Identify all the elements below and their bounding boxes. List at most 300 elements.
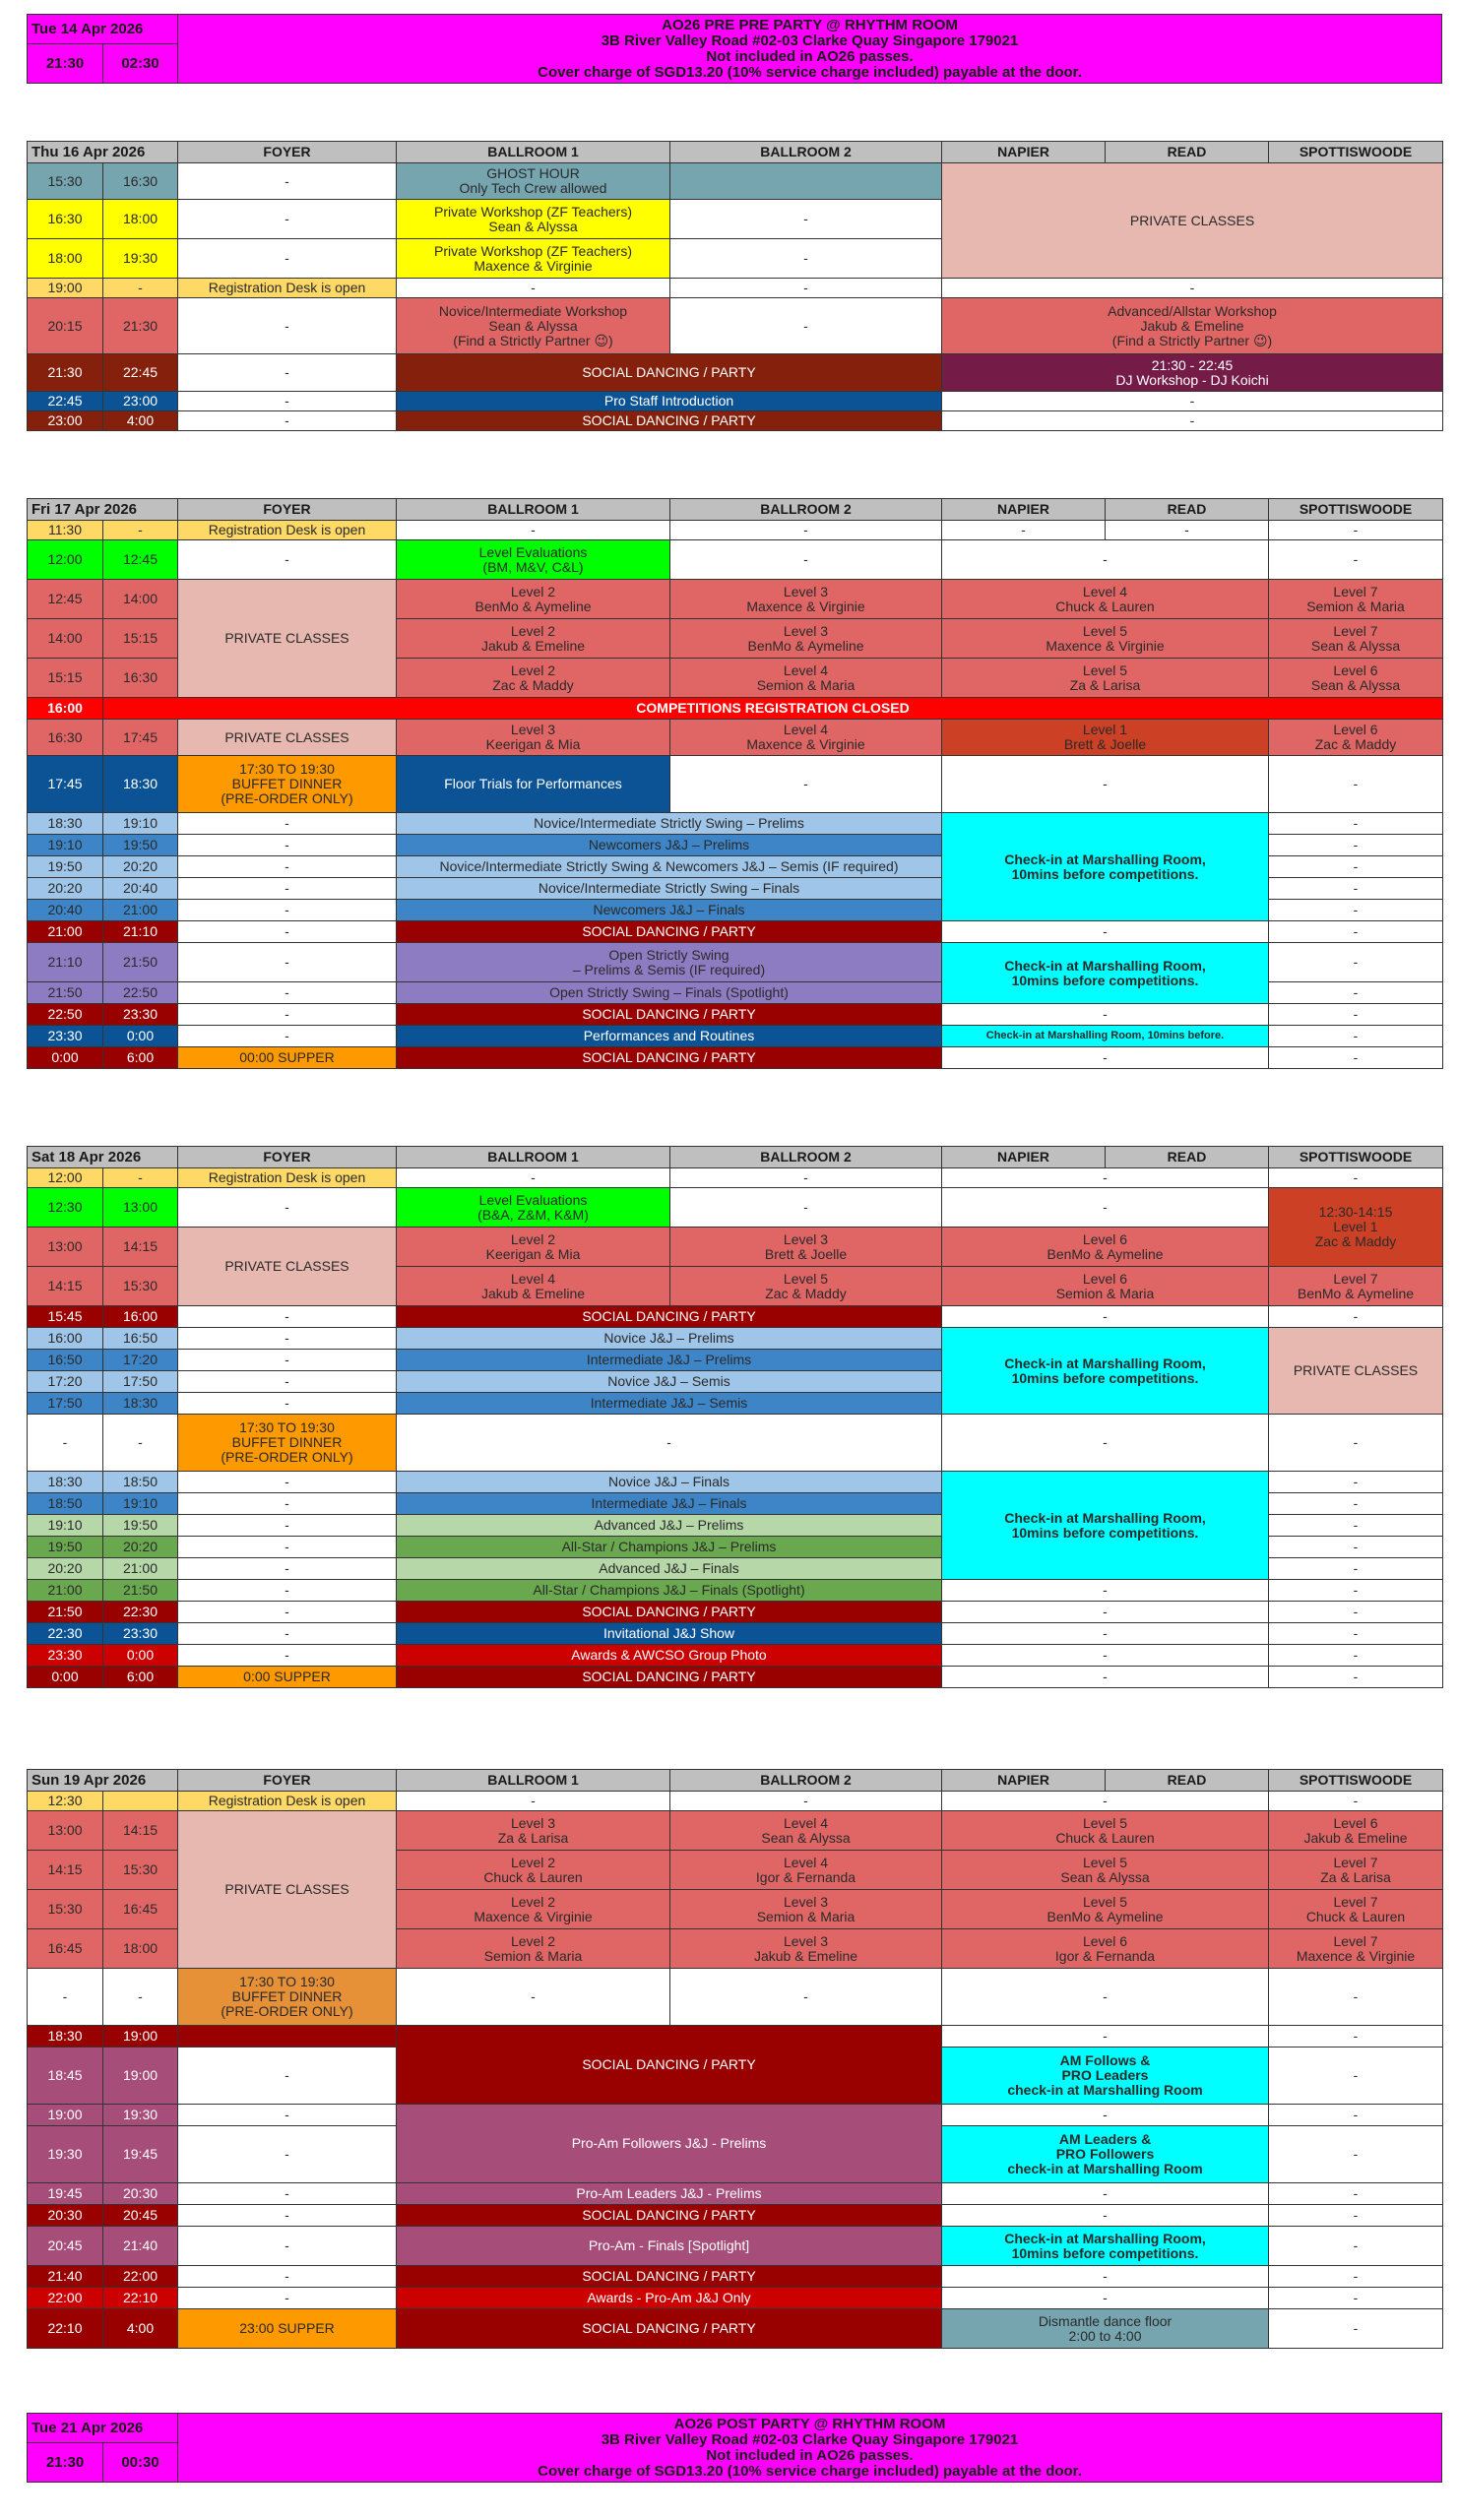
schedule-cell: PRIVATE CLASSES [178, 580, 397, 698]
schedule-cell: - [942, 1645, 1269, 1667]
room-header-ballroom-1: BALLROOM 1 [397, 1147, 670, 1168]
time-cell: 12:45 [103, 540, 178, 580]
schedule-cell: Level 3 Jakub & Emeline [670, 1929, 942, 1969]
time-cell: 6:00 [103, 1047, 178, 1069]
schedule-cell: - [942, 1623, 1269, 1645]
schedule-cell: - [942, 2105, 1269, 2126]
time-cell: 18:00 [103, 200, 178, 239]
time-cell: 4:00 [103, 411, 178, 431]
schedule-cell: Novice/Intermediate Workshop Sean & Alyssa (Find a Strictly Partner 😉) [397, 298, 670, 354]
schedule-cell: - [1269, 1415, 1443, 1472]
schedule-cell: SOCIAL DANCING / PARTY [397, 1602, 942, 1623]
schedule-cell: - [178, 1515, 397, 1537]
time-cell: 22:45 [28, 392, 103, 411]
schedule-row [28, 2105, 1443, 2126]
schedule-cell: SOCIAL DANCING / PARTY [397, 921, 942, 943]
post-party-end: 00:30 [103, 2443, 178, 2483]
schedule-cell: Level 3 Semion & Maria [670, 1890, 942, 1929]
schedule-cell: SOCIAL DANCING / PARTY [397, 2026, 942, 2105]
schedule-cell: - [670, 298, 942, 354]
time-cell: 21:00 [103, 900, 178, 921]
schedule-cell: - [1269, 1515, 1443, 1537]
time-cell: 21:50 [28, 982, 103, 1004]
schedule-row [28, 1026, 1443, 1047]
room-header-read: READ [1106, 499, 1269, 521]
post-party-start: 21:30 [28, 2443, 103, 2483]
schedule-row [28, 354, 1443, 392]
time-cell: 17:20 [103, 1350, 178, 1371]
schedule-cell: - [670, 200, 942, 239]
schedule-cell: - [178, 943, 397, 982]
time-cell: 16:45 [103, 1890, 178, 1929]
schedule-row [28, 163, 1443, 200]
schedule-cell: - [178, 1328, 397, 1350]
schedule-cell: Level 3 Maxence & Virginie [670, 580, 942, 619]
schedule-cell: - [942, 279, 1443, 298]
schedule-row [28, 521, 1443, 540]
time-cell: 20:40 [28, 900, 103, 921]
schedule-row [28, 1306, 1443, 1328]
pre-party-date: Tue 14 Apr 2026 [28, 15, 178, 44]
time-cell: 19:30 [103, 239, 178, 279]
schedule-row [28, 2205, 1443, 2227]
schedule-cell: - [178, 900, 397, 921]
schedule-cell: Level 6 BenMo & Aymeline [942, 1228, 1269, 1267]
schedule-row [28, 2288, 1443, 2309]
time-cell: 20:45 [103, 2205, 178, 2227]
room-header-read: READ [1106, 1147, 1269, 1168]
schedule-row [28, 698, 1443, 720]
schedule-cell: - [942, 1580, 1269, 1602]
schedule-cell: - [397, 1415, 942, 1472]
schedule-row [28, 1047, 1443, 1069]
schedule-cell: Level 2 Maxence & Virginie [397, 1890, 670, 1929]
schedule-cell: - [1269, 540, 1443, 580]
schedule-cell: - [178, 2205, 397, 2227]
time-cell: 19:00 [103, 2026, 178, 2048]
schedule-cell: Check-in at Marshalling Room, 10mins before competitions. [942, 2227, 1269, 2266]
schedule-cell: - [670, 279, 942, 298]
schedule-cell: Pro-Am - Finals [Spotlight] [397, 2227, 942, 2266]
schedule-cell: Awards - Pro-Am J&J Only [397, 2288, 942, 2309]
schedule-cell: Level 3 BenMo & Aymeline [670, 619, 942, 659]
time-cell: 15:30 [28, 163, 103, 200]
schedule-cell: Pro-Am Leaders J&J - Prelims [397, 2183, 942, 2205]
schedule-cell: - [178, 878, 397, 900]
time-cell: 22:10 [103, 2288, 178, 2309]
schedule-cell: PRIVATE CLASSES [942, 163, 1443, 279]
schedule-cell: - [178, 2227, 397, 2266]
schedule-cell: - [1269, 2126, 1443, 2183]
schedule-cell: SOCIAL DANCING / PARTY [397, 2266, 942, 2288]
schedule-cell: - [942, 392, 1443, 411]
schedule-cell: Pro Staff Introduction [397, 392, 942, 411]
time-cell: 13:00 [103, 1188, 178, 1228]
schedule-cell: - [178, 2288, 397, 2309]
schedule-cell: Advanced J&J – Finals [397, 1558, 942, 1580]
schedule-cell: Level 5 Chuck & Lauren [942, 1811, 1269, 1851]
pre-party-banner [27, 14, 1442, 84]
schedule-cell: - [178, 411, 397, 431]
schedule-cell: - [178, 2105, 397, 2126]
schedule-cell: - [1269, 813, 1443, 835]
schedule-row [28, 1328, 1443, 1350]
schedule-row [28, 2227, 1443, 2266]
schedule-cell: - [178, 1580, 397, 1602]
time-cell: 20:20 [28, 878, 103, 900]
header-row [28, 142, 1443, 163]
schedule-cell: - [942, 756, 1269, 813]
schedule-cell: Level 4 Maxence & Virginie [670, 720, 942, 756]
schedule-cell: Novice J&J – Prelims [397, 1328, 942, 1350]
time-cell: 15:45 [28, 1306, 103, 1328]
schedule-cell [670, 163, 942, 200]
schedule-cell: Check-in at Marshalling Room, 10mins before competitions. [942, 1328, 1269, 1415]
time-cell: 19:10 [28, 1515, 103, 1537]
time-cell: 18:50 [103, 1472, 178, 1493]
time-cell: 16:00 [28, 1328, 103, 1350]
schedule-cell: - [178, 1645, 397, 1667]
time-cell: 18:50 [28, 1493, 103, 1515]
time-cell: 22:50 [103, 982, 178, 1004]
schedule-row [28, 1792, 1443, 1811]
schedule-cell: SOCIAL DANCING / PARTY [397, 2309, 942, 2349]
schedule-cell: - [942, 1004, 1269, 1026]
schedule-row [28, 2266, 1443, 2288]
schedule-cell: AM Follows & PRO Leaders check-in at Marshalling Room [942, 2048, 1269, 2105]
time-cell: 19:00 [28, 279, 103, 298]
room-header-napier: NAPIER [942, 1147, 1106, 1168]
post-party-date: Tue 21 Apr 2026 [28, 2414, 178, 2443]
time-cell: 14:00 [28, 619, 103, 659]
time-cell: 12:30 [28, 1792, 103, 1811]
schedule-cell: - [178, 835, 397, 856]
time-cell: 14:15 [103, 1228, 178, 1267]
time-cell: 16:30 [28, 200, 103, 239]
schedule-cell: - [670, 521, 942, 540]
schedule-cell: - [178, 1537, 397, 1558]
schedule-cell: - [1269, 1667, 1443, 1688]
schedule-cell: - [178, 1393, 397, 1415]
schedule-cell: - [670, 1792, 942, 1811]
time-cell: 14:15 [103, 1811, 178, 1851]
pre-party-end: 02:30 [103, 44, 178, 84]
schedule-cell: - [178, 1004, 397, 1026]
schedule-cell: Level 2 BenMo & Aymeline [397, 580, 670, 619]
schedule-cell: 17:30 TO 19:30 BUFFET DINNER (PRE-ORDER ONLY) [178, 1969, 397, 2026]
schedule-cell: - [670, 540, 942, 580]
schedule-cell: - [1269, 856, 1443, 878]
schedule-cell: - [942, 1306, 1269, 1328]
time-cell: 6:00 [103, 1667, 178, 1688]
time-cell: 15:30 [103, 1851, 178, 1890]
room-header-ballroom-2: BALLROOM 2 [670, 1147, 942, 1168]
schedule-cell: PRIVATE CLASSES [178, 1228, 397, 1306]
time-cell: 18:00 [28, 239, 103, 279]
schedule-cell: - [1269, 2309, 1443, 2349]
schedule-cell: - [942, 411, 1443, 431]
schedule-cell: Intermediate J&J – Semis [397, 1393, 942, 1415]
time-cell: 22:30 [28, 1623, 103, 1645]
day-table [27, 1146, 1443, 1688]
time-cell: 0:00 [28, 1667, 103, 1688]
schedule-cell: SOCIAL DANCING / PARTY [397, 1306, 942, 1328]
schedule-cell: - [1269, 756, 1443, 813]
schedule-cell: Intermediate J&J – Finals [397, 1493, 942, 1515]
schedule-cell: 23:00 SUPPER [178, 2309, 397, 2349]
schedule-cell: Level 5 Maxence & Virginie [942, 619, 1269, 659]
schedule-cell: Private Workshop (ZF Teachers) Maxence & Virginie [397, 239, 670, 279]
time-cell: 17:50 [28, 1393, 103, 1415]
schedule-cell: - [178, 1188, 397, 1228]
schedule-cell: Level 6 Semion & Maria [942, 1267, 1269, 1306]
room-header-napier: NAPIER [942, 1770, 1106, 1792]
schedule-cell: - [1269, 878, 1443, 900]
time-cell: - [28, 1969, 103, 2026]
schedule-cell: - [1269, 1306, 1443, 1328]
schedule-cell: - [178, 2183, 397, 2205]
time-cell: - [28, 1415, 103, 1472]
schedule-cell: - [397, 1792, 670, 1811]
schedule-row [28, 756, 1443, 813]
schedule-row [28, 1228, 1443, 1267]
schedule-cell: Level 2 Keerigan & Mia [397, 1228, 670, 1267]
time-cell: 18:00 [103, 1929, 178, 1969]
schedule-cell: - [178, 921, 397, 943]
time-cell: 15:30 [103, 1267, 178, 1306]
schedule-cell: Novice J&J – Finals [397, 1472, 942, 1493]
time-cell: 21:10 [28, 943, 103, 982]
time-cell: 22:00 [103, 2266, 178, 2288]
schedule-cell: - [178, 1306, 397, 1328]
schedule-cell: - [1269, 1026, 1443, 1047]
schedule-cell: Level 7 Semion & Maria [1269, 580, 1443, 619]
time-cell: 22:50 [28, 1004, 103, 1026]
schedule-cell: - [942, 2183, 1269, 2205]
day-title: Fri 17 Apr 2026 [28, 499, 178, 521]
schedule-cell: - [942, 1188, 1269, 1228]
schedule-cell: Level 2 Chuck & Lauren [397, 1851, 670, 1890]
schedule-cell: Check-in at Marshalling Room, 10mins before competitions. [942, 1472, 1269, 1580]
time-cell: 21:50 [103, 1580, 178, 1602]
schedule-cell: Registration Desk is open [178, 279, 397, 298]
time-cell: 11:30 [28, 521, 103, 540]
schedule-row [28, 298, 1443, 354]
time-cell: 21:50 [103, 943, 178, 982]
time-cell: 16:30 [103, 659, 178, 698]
time-cell: 19:30 [103, 2105, 178, 2126]
schedule-row [28, 580, 1443, 619]
room-header-spottiswoode: SPOTTISWOODE [1269, 142, 1443, 163]
time-cell: 13:00 [28, 1228, 103, 1267]
schedule-cell: Level 2 Zac & Maddy [397, 659, 670, 698]
schedule-cell: Registration Desk is open [178, 521, 397, 540]
pre-party-table [27, 14, 1442, 84]
schedule-row [28, 279, 1443, 298]
time-cell: 16:50 [103, 1328, 178, 1350]
schedule-cell: GHOST HOUR Only Tech Crew allowed [397, 163, 670, 200]
schedule-cell: - [178, 354, 397, 392]
time-cell: 18:30 [103, 1393, 178, 1415]
schedule-cell: All-Star / Champions J&J – Finals (Spotlight) [397, 1580, 942, 1602]
schedule-row [28, 1623, 1443, 1645]
time-cell: 17:45 [28, 756, 103, 813]
schedule-row [28, 1602, 1443, 1623]
schedule-row [28, 1472, 1443, 1493]
schedule-cell: - [1269, 982, 1443, 1004]
schedule-cell: - [178, 982, 397, 1004]
day-fri [27, 498, 1442, 1069]
time-cell: 21:50 [28, 1602, 103, 1623]
time-cell: 16:45 [28, 1929, 103, 1969]
schedule-cell: Level 7 Maxence & Virginie [1269, 1929, 1443, 1969]
schedule-cell: Level Evaluations (BM, M&V, C&L) [397, 540, 670, 580]
schedule-cell: - [942, 1168, 1269, 1188]
schedule-cell: - [1269, 1558, 1443, 1580]
room-header-ballroom-1: BALLROOM 1 [397, 499, 670, 521]
time-cell: - [103, 1969, 178, 2026]
schedule-row [28, 1969, 1443, 2026]
schedule-cell: Level 5 Za & Larisa [942, 659, 1269, 698]
room-header-spottiswoode: SPOTTISWOODE [1269, 1147, 1443, 1168]
schedule-cell: - [178, 1493, 397, 1515]
schedule-cell: - [178, 2048, 397, 2105]
room-header-spottiswoode: SPOTTISWOODE [1269, 1770, 1443, 1792]
schedule-cell: - [670, 1188, 942, 1228]
time-cell: 20:30 [103, 2183, 178, 2205]
schedule-cell: - [178, 1350, 397, 1371]
schedule-cell: - [1269, 2227, 1443, 2266]
time-cell: 19:50 [103, 835, 178, 856]
schedule-row [28, 1811, 1443, 1851]
schedule-row [28, 1415, 1443, 1472]
day-sun [27, 1769, 1442, 2349]
time-cell: 12:00 [28, 1168, 103, 1188]
time-cell: 23:30 [28, 1026, 103, 1047]
schedule-cell: - [670, 239, 942, 279]
time-cell: 15:15 [103, 619, 178, 659]
schedule-cell: - [942, 1415, 1269, 1472]
room-header-foyer: FOYER [178, 1770, 397, 1792]
schedule-cell: - [178, 239, 397, 279]
day-table [27, 498, 1443, 1069]
schedule-cell: - [942, 1602, 1269, 1623]
time-cell: 20:30 [28, 2205, 103, 2227]
schedule-cell: Novice/Intermediate Strictly Swing – Finals [397, 878, 942, 900]
schedule-cell: 17:30 TO 19:30 BUFFET DINNER (PRE-ORDER ONLY) [178, 1415, 397, 1472]
schedule-cell: - [942, 1792, 1269, 1811]
room-header-ballroom-2: BALLROOM 2 [670, 1770, 942, 1792]
time-cell: 19:50 [103, 1515, 178, 1537]
time-cell: 18:30 [103, 756, 178, 813]
time-cell: 12:00 [28, 540, 103, 580]
schedule-cell: Level 2 Semion & Maria [397, 1929, 670, 1969]
time-cell: 21:00 [103, 1558, 178, 1580]
schedule-cell: Level 6 Sean & Alyssa [1269, 659, 1443, 698]
schedule-row [28, 943, 1443, 982]
schedule-cell: - [1269, 2205, 1443, 2227]
time-cell: 18:30 [28, 1472, 103, 1493]
schedule-row [28, 720, 1443, 756]
schedule-cell: Level 5 Sean & Alyssa [942, 1851, 1269, 1890]
schedule-row [28, 2026, 1443, 2048]
day-sat [27, 1146, 1442, 1688]
schedule-cell: Level 6 Zac & Maddy [1269, 720, 1443, 756]
schedule-cell: - [178, 2266, 397, 2288]
schedule-cell: Level 5 BenMo & Aymeline [942, 1890, 1269, 1929]
schedule-row [28, 2183, 1443, 2205]
schedule-cell: - [1269, 921, 1443, 943]
time-cell: 19:45 [103, 2126, 178, 2183]
schedule-cell: SOCIAL DANCING / PARTY [397, 1004, 942, 1026]
room-header-napier: NAPIER [942, 499, 1106, 521]
schedule-row [28, 1645, 1443, 1667]
time-cell: - [103, 521, 178, 540]
schedule-cell: - [1269, 1969, 1443, 2026]
time-cell: 17:50 [103, 1371, 178, 1393]
schedule-cell: 00:00 SUPPER [178, 1047, 397, 1069]
day-title: Sun 19 Apr 2026 [28, 1770, 178, 1792]
time-cell: 21:30 [28, 354, 103, 392]
schedule-cell: - [670, 1168, 942, 1188]
schedule-cell: - [670, 756, 942, 813]
time-cell: 18:45 [28, 2048, 103, 2105]
schedule-cell: Level 4 Semion & Maria [670, 659, 942, 698]
time-cell: 15:15 [28, 659, 103, 698]
schedule-cell: - [1269, 1004, 1443, 1026]
time-cell: 22:00 [28, 2288, 103, 2309]
schedule-cell: - [1269, 1047, 1443, 1069]
room-header-napier: NAPIER [942, 142, 1106, 163]
time-cell: 21:00 [28, 921, 103, 943]
time-cell: 23:30 [103, 1004, 178, 1026]
time-cell: 16:30 [103, 163, 178, 200]
schedule-cell: Level 7 Chuck & Lauren [1269, 1890, 1443, 1929]
schedule-cell: Invitational J&J Show [397, 1623, 942, 1645]
schedule-cell: SOCIAL DANCING / PARTY [397, 1047, 942, 1069]
schedule-cell: Pro-Am Followers J&J - Prelims [397, 2105, 942, 2183]
schedule-cell: - [178, 2126, 397, 2183]
schedule-cell: 17:30 TO 19:30 BUFFET DINNER (PRE-ORDER ONLY) [178, 756, 397, 813]
schedule-cell: - [397, 279, 670, 298]
time-cell: 15:30 [28, 1890, 103, 1929]
room-header-ballroom-1: BALLROOM 1 [397, 1770, 670, 1792]
time-cell: 22:10 [28, 2309, 103, 2349]
schedule-cell: Novice/Intermediate Strictly Swing & Newcomers J&J – Semis (IF required) [397, 856, 942, 878]
schedule-cell: SOCIAL DANCING / PARTY [397, 354, 942, 392]
schedule-cell: - [1269, 1168, 1443, 1188]
schedule-cell: Level Evaluations (B&A, Z&M, K&M) [397, 1188, 670, 1228]
schedule-cell: - [178, 540, 397, 580]
schedule-cell: Level 1 Brett & Joelle [942, 720, 1269, 756]
schedule-row [28, 1168, 1443, 1188]
schedule-cell: Level 5 Zac & Maddy [670, 1267, 942, 1306]
schedule-cell: Level 4 Chuck & Lauren [942, 580, 1269, 619]
time-cell: 19:10 [103, 1493, 178, 1515]
room-header-foyer: FOYER [178, 1147, 397, 1168]
day-table [27, 1769, 1443, 2349]
schedule-cell: - [942, 2205, 1269, 2227]
schedule-cell: Level 6 Jakub & Emeline [1269, 1811, 1443, 1851]
schedule-cell: - [1269, 1792, 1443, 1811]
pre-party-start: 21:30 [28, 44, 103, 84]
schedule-cell: - [670, 1969, 942, 2026]
day-title: Thu 16 Apr 2026 [28, 142, 178, 163]
time-cell: 16:00 [103, 1306, 178, 1328]
schedule-cell: - [1269, 2105, 1443, 2126]
time-cell: 16:30 [28, 720, 103, 756]
schedule-cell: - [178, 1558, 397, 1580]
